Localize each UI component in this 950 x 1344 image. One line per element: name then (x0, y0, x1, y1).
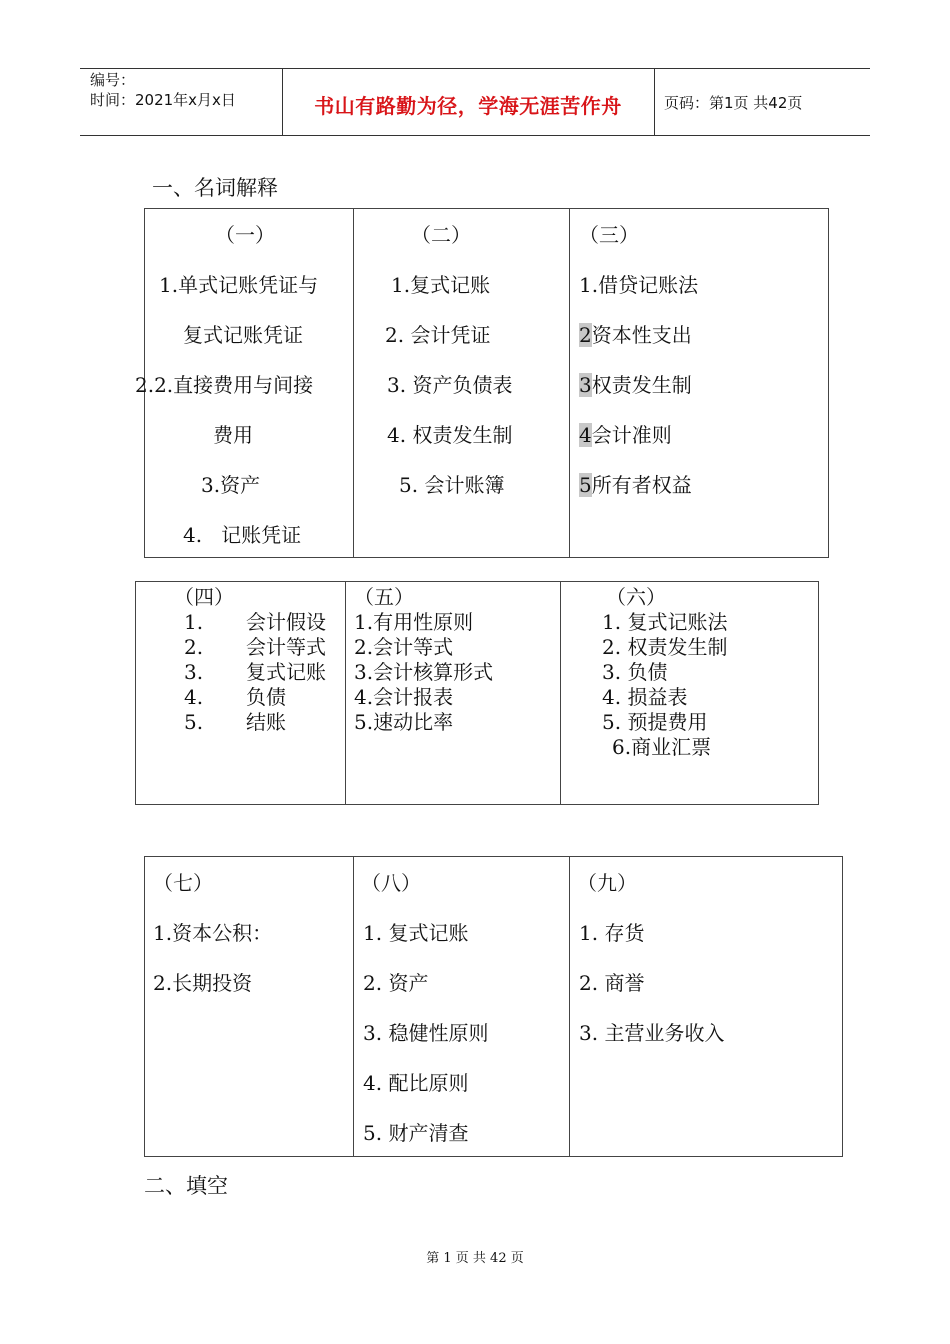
column-head: （二） (411, 223, 471, 247)
column-divider (353, 857, 354, 1156)
list-item: 负债 (246, 685, 286, 709)
page-label: 页码：第1页 共42页 (664, 94, 803, 112)
header-top-rule (80, 68, 870, 69)
highlighted-number: 2 (579, 323, 592, 347)
list-item: 1. 复式记账法 (602, 610, 728, 634)
list-item: 4.会计报表 (354, 685, 454, 709)
list-item: 1. 复式记账 (363, 921, 469, 945)
column-divider (353, 209, 354, 557)
header-bottom-rule (80, 135, 870, 136)
list-item: 会计等式 (246, 635, 326, 659)
list-item: 3. 主营业务收入 (579, 1021, 725, 1045)
column-head: （一） (215, 223, 275, 247)
page-footer: 第 1 页 共 42 页 (426, 1251, 524, 1266)
column-divider (560, 582, 561, 804)
list-item-number: 2. (184, 635, 204, 659)
item-text: 资本性支出 (591, 323, 692, 347)
term-table-1 (135, 208, 829, 558)
list-item: 5. 财产清查 (363, 1121, 469, 1145)
list-item: 1.单式记账凭证与 (159, 273, 319, 297)
list-item: 3. 负债 (602, 660, 668, 684)
column-head: （五） (354, 585, 414, 609)
list-item: 1.复式记账 (391, 273, 491, 297)
highlighted-number: 5 (579, 473, 592, 497)
section-title: 一、名词解释 (152, 176, 278, 200)
list-item: 2.2.直接费用与间接 (135, 373, 314, 397)
list-item: 会计假设 (246, 610, 326, 634)
column-head: （三） (579, 223, 639, 247)
list-item: 复式记账 (246, 660, 326, 684)
list-item: 1.借贷记账法 (579, 273, 699, 297)
list-item: 1. 存货 (579, 921, 645, 945)
section-title: 二、填空 (144, 1174, 228, 1198)
list-item-number: 3. (184, 660, 204, 684)
list-item: 4. 记账凭证 (183, 523, 302, 547)
list-item: 3. 资产负债表 (387, 373, 513, 397)
list-item: 结账 (246, 710, 286, 734)
column-head: （九） (577, 871, 637, 895)
column-head: （七） (153, 871, 213, 895)
list-item-number: 1. (184, 610, 204, 634)
list-item: 6.商业汇票 (612, 735, 712, 759)
term-table-2 (135, 581, 819, 805)
column-divider (569, 209, 570, 557)
time-label: 时间：2021年x月x日 (90, 91, 236, 109)
list-item: 5. 会计账簿 (399, 473, 505, 497)
list-item: 3.资产 (201, 473, 261, 497)
list-item: 费用 (213, 423, 253, 447)
list-item: 4. 配比原则 (363, 1071, 469, 1095)
list-item: 5.速动比率 (354, 710, 454, 734)
list-item-number: 5. (184, 710, 204, 734)
header-divider (654, 68, 655, 136)
list-item: 2.长期投资 (153, 971, 253, 995)
list-item (579, 323, 692, 347)
item-text: 权责发生制 (591, 373, 692, 397)
item-text: 所有者权益 (591, 473, 692, 497)
term-table-3 (144, 856, 843, 1157)
list-item-number: 4. (184, 685, 204, 709)
list-item: 3.会计核算形式 (354, 660, 494, 684)
list-item: 5. 预提费用 (602, 710, 708, 734)
list-item: 2.会计等式 (354, 635, 454, 659)
list-item: 2. 会计凭证 (385, 323, 491, 347)
list-item: 1.有用性原则 (354, 610, 474, 634)
list-item: 2. 商誉 (579, 971, 645, 995)
motto: 书山有路勤为径，学海无涯苦作舟 (314, 94, 622, 118)
column-head: （八） (361, 871, 421, 895)
column-divider (345, 582, 346, 804)
list-item: 2. 权责发生制 (602, 635, 728, 659)
list-item: 复式记账凭证 (183, 323, 303, 347)
column-divider (569, 857, 570, 1156)
column-head: （六） (606, 585, 666, 609)
list-item (579, 473, 692, 497)
highlighted-number: 4 (579, 423, 592, 447)
list-item: 1.资本公积： (153, 921, 273, 945)
highlighted-number: 3 (579, 373, 592, 397)
list-item (579, 423, 672, 447)
item-text: 会计准则 (591, 423, 672, 447)
column-head: （四） (174, 585, 234, 609)
list-item (579, 373, 692, 397)
list-item: 4. 损益表 (602, 685, 688, 709)
list-item: 4. 权责发生制 (387, 423, 513, 447)
list-item: 3. 稳健性原则 (363, 1021, 489, 1045)
list-item: 2. 资产 (363, 971, 429, 995)
number-label: 编号： (90, 71, 136, 89)
